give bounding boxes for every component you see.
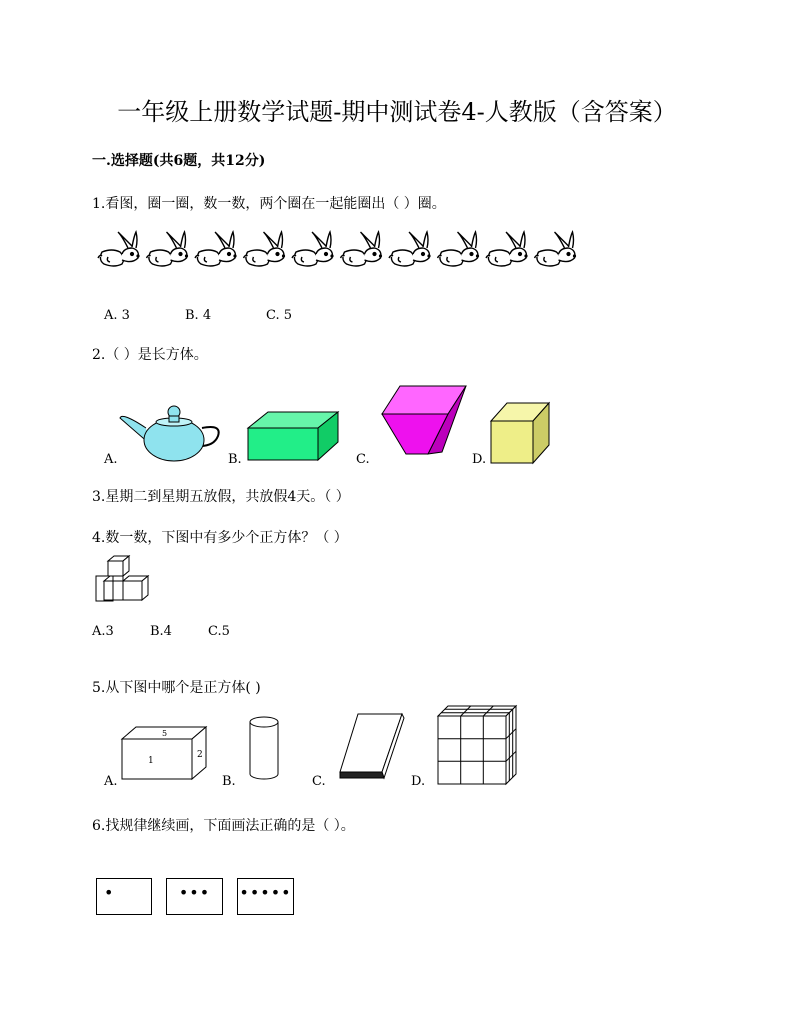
numbered-cuboid-image: [120, 725, 210, 787]
rabbit-icon: [292, 232, 333, 266]
question-4-option-a: A.3: [92, 624, 114, 639]
question-5-text: 5.从下图中哪个是正方体( ): [92, 680, 261, 696]
rabbit-icon: [195, 232, 236, 266]
dot-pattern-3: •••••: [239, 883, 292, 902]
question-2-option-a: A.: [104, 452, 118, 467]
question-1-option-a: A. 3: [104, 308, 130, 323]
section-header: 一.选择题(共6题，共12分): [92, 153, 266, 169]
rabbit-icon: [535, 232, 576, 266]
question-2-option-b: B.: [228, 452, 242, 467]
book-image: [336, 712, 406, 786]
page-title: 一年级上册数学试题-期中测试卷4-人教版（含答案）: [117, 98, 677, 126]
question-2-text: 2.（ ）是长方体。: [92, 347, 208, 363]
question-2-option-c: C.: [356, 452, 370, 467]
question-1-text: 1.看图，圈一圈，数一数，两个圈在一起能圈出（ ）圈。: [92, 196, 446, 212]
question-4-text: 4.数一数，下图中有多少个正方体？（ ）: [92, 530, 348, 546]
rabbit-icon: [389, 232, 430, 266]
rabbit-row: [96, 230, 586, 270]
cube-image: [489, 401, 553, 469]
dot-box-2: [166, 878, 223, 915]
cuboid-image: [246, 410, 341, 469]
rabbit-icons: [96, 230, 586, 270]
rabbit-icon: [98, 232, 139, 266]
face-number-side: 2: [197, 750, 203, 760]
question-1-option-c: C. 5: [266, 308, 293, 323]
question-4-option-c: C.5: [208, 624, 230, 639]
rabbit-icon: [341, 232, 382, 266]
teapot-image: [118, 398, 228, 470]
question-6-text: 6.找规律继续画，下面画法正确的是（ ）。: [92, 818, 355, 834]
rabbit-icon: [438, 232, 479, 266]
question-5-option-b: B.: [222, 774, 236, 789]
question-1-option-b: B. 4: [185, 308, 212, 323]
frustum-image: [380, 384, 470, 460]
question-3-text: 3.星期二到星期五放假，共放假4天。（ ）: [92, 489, 350, 505]
face-number-top: 5: [162, 729, 168, 738]
rabbit-icon: [486, 232, 527, 266]
rabbit-icon: [244, 232, 285, 266]
question-5-option-a: A.: [104, 774, 118, 789]
cylinder-image: [246, 714, 286, 788]
rubik-cube-image: [436, 704, 520, 792]
dot-pattern-2: •••: [178, 883, 211, 902]
dot-box-3: [237, 878, 294, 915]
dot-box-1: [96, 878, 152, 915]
rabbit-icon: [147, 232, 188, 266]
stacked-cubes-image: [94, 555, 156, 609]
dot-pattern-1: •: [104, 883, 115, 902]
question-4-option-b: B.4: [150, 624, 172, 639]
question-5-option-d: D.: [411, 774, 426, 789]
question-5-option-c: C.: [312, 774, 326, 789]
question-2-option-d: D.: [472, 452, 487, 467]
face-number-front: 1: [148, 756, 154, 766]
